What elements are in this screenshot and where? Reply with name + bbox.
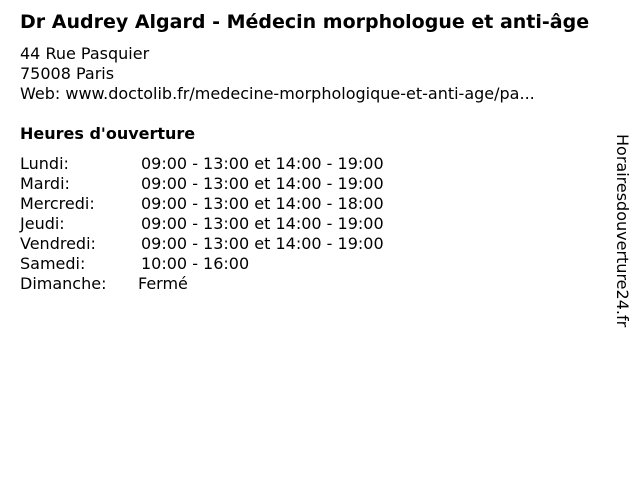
- day-label: Vendredi:: [20, 234, 96, 253]
- city-postal-code: 75008 Paris: [20, 64, 115, 83]
- time-range: 09:00 - 13:00 et 14:00 - 19:00: [141, 214, 384, 233]
- day-label: Lundi:: [20, 154, 69, 173]
- time-range: 09:00 - 13:00 et 14:00 - 19:00: [141, 154, 384, 173]
- website-text: Web: www.doctolib.fr/medecine-morphologique-et-anti-age/pa...: [20, 84, 535, 103]
- time-range: 09:00 - 13:00 et 14:00 - 18:00: [141, 194, 384, 213]
- time-range: 09:00 - 13:00 et 14:00 - 19:00: [141, 174, 384, 193]
- day-label: Jeudi:: [20, 214, 65, 233]
- opening-hours-heading: Heures d'ouverture: [20, 124, 196, 143]
- time-range: Fermé: [138, 274, 188, 293]
- page-title: Dr Audrey Algard - Médecin morphologue et anti-âge: [20, 11, 590, 33]
- day-label: Dimanche:: [20, 274, 107, 293]
- time-range: 10:00 - 16:00: [141, 254, 250, 273]
- time-range: 09:00 - 13:00 et 14:00 - 19:00: [141, 234, 384, 253]
- street-address: 44 Rue Pasquier: [20, 44, 150, 63]
- address-block: [20, 44, 535, 104]
- site-watermark: Horairesdouverture24.fr: [613, 134, 632, 328]
- day-label: Samedi:: [20, 254, 86, 273]
- day-label: Mardi:: [20, 174, 70, 193]
- day-label: Mercredi:: [20, 194, 95, 213]
